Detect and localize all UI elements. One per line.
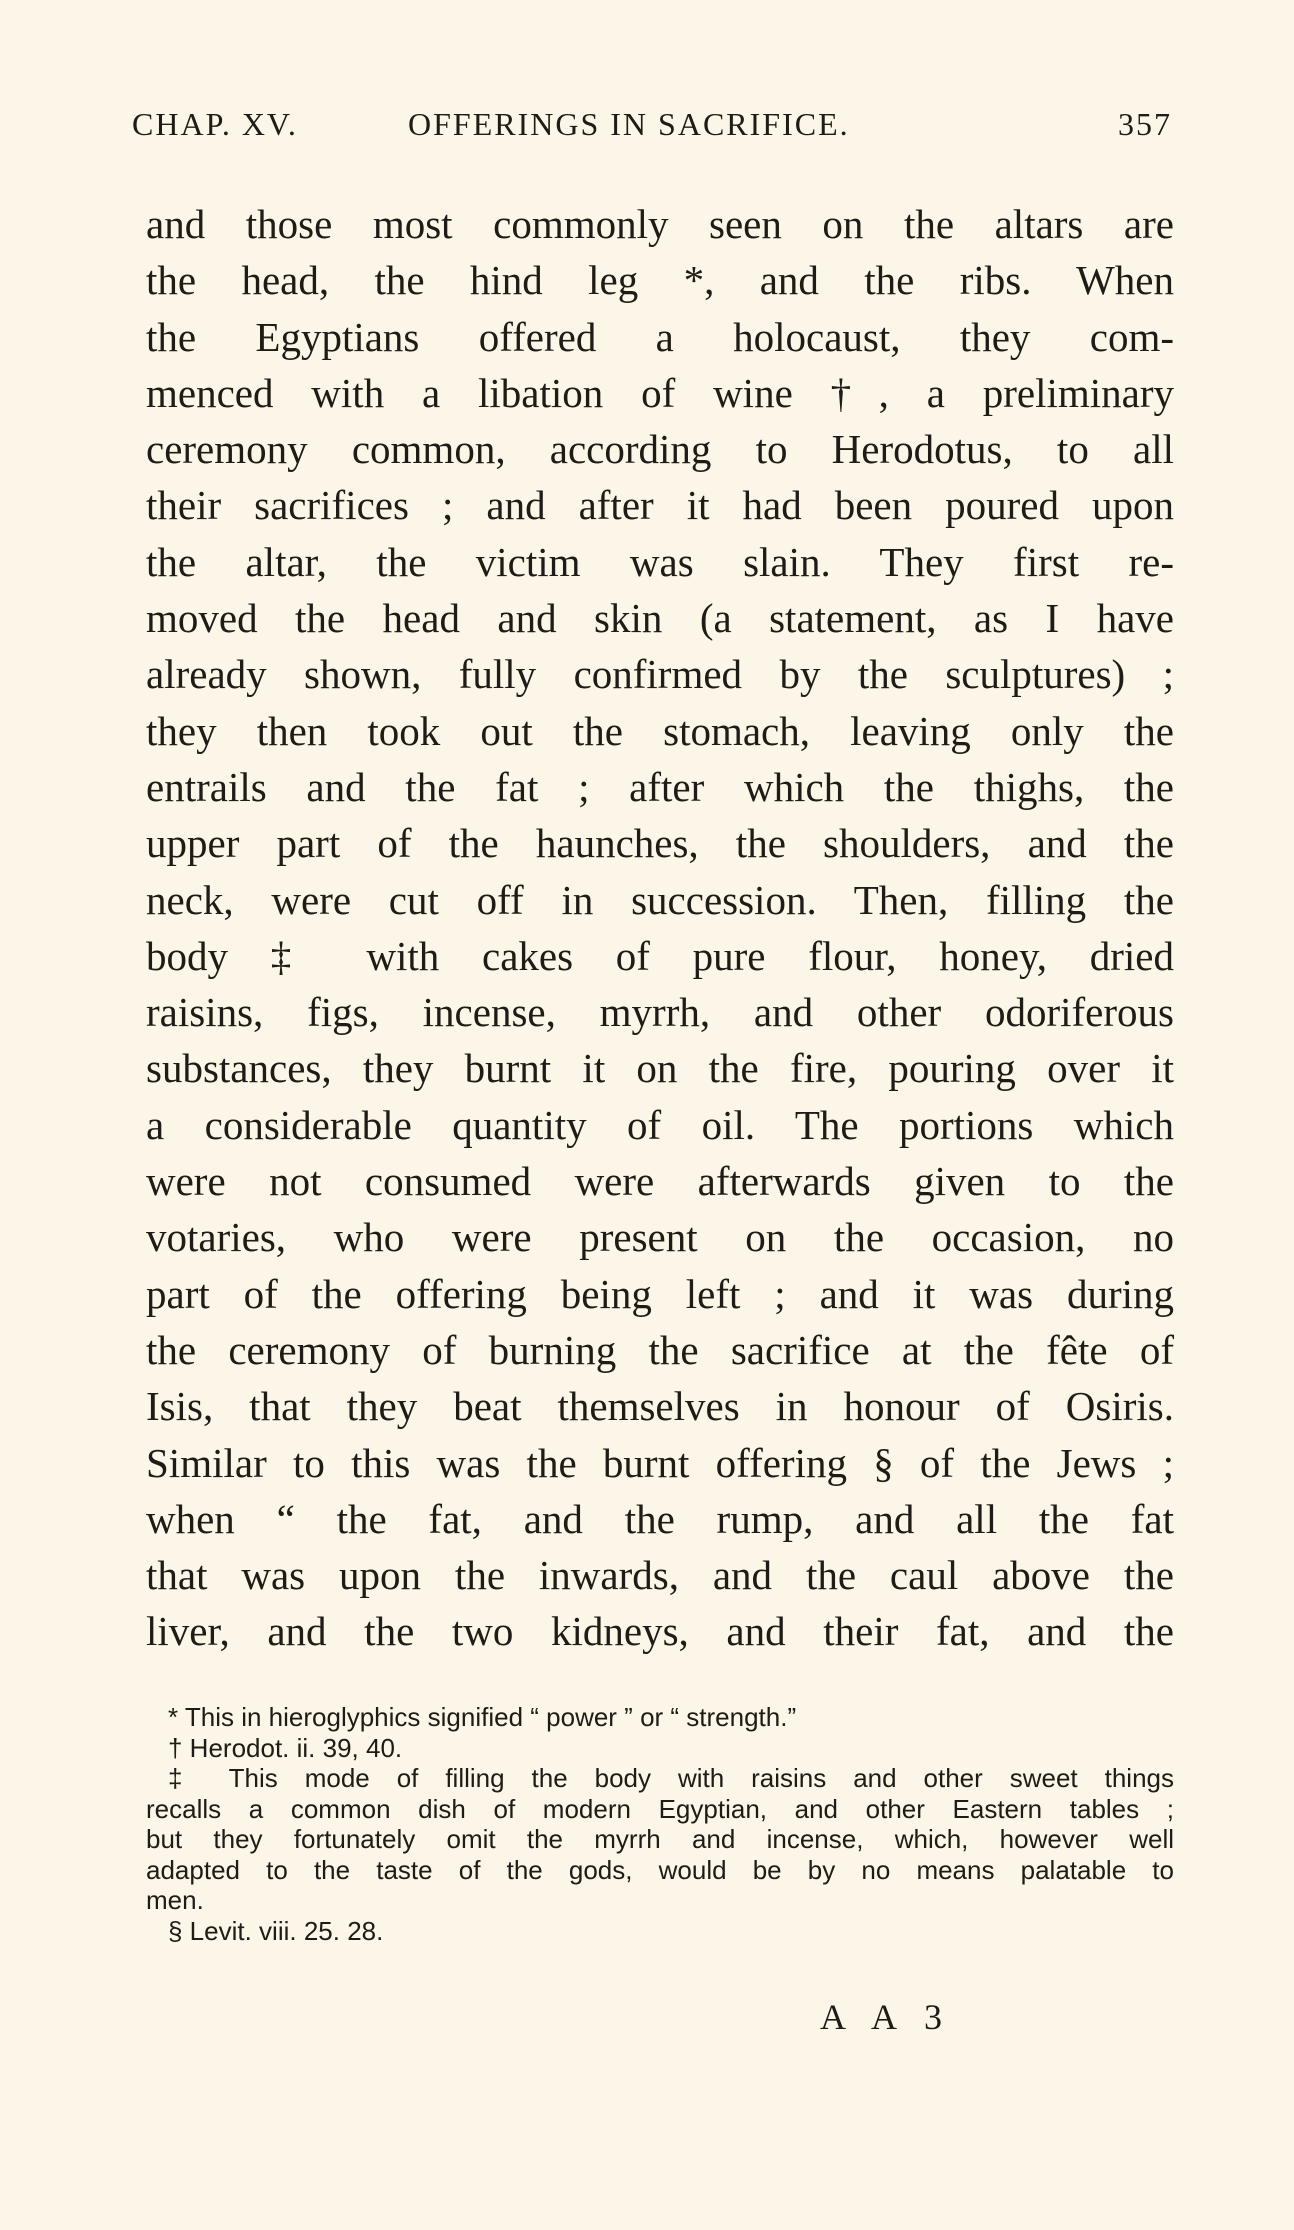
text-line: part of the offering being left ; and it was during — [146, 1270, 1174, 1317]
text-line: they then took out the stomach, leaving only the — [146, 707, 1174, 754]
footnote-line: ‡ This mode of filling the body with raisins and other sweet things — [168, 1763, 1174, 1793]
text-line: substances, they burnt it on the fire, pouring over it — [146, 1045, 1174, 1092]
text-line: raisins, figs, incense, myrrh, and other odoriferous — [146, 989, 1174, 1036]
footnote-line: adapted to the taste of the gods, would be by no means palatable to — [146, 1854, 1174, 1885]
text-line: the altar, the victim was slain. They first re- — [146, 538, 1174, 585]
text-line: body ‡ with cakes of pure flour, honey, dried — [146, 932, 1174, 979]
text-line: were not consumed were afterwards given to the — [146, 1158, 1174, 1205]
text-line: menced with a libation of wine †, a preliminary — [146, 369, 1174, 416]
text-line: votaries, who were present on the occasion, no — [146, 1214, 1174, 1261]
text-line: already shown, fully confirmed by the sculptures) ; — [146, 651, 1174, 698]
text-line: when “ the fat, and the rump, and all the fat — [146, 1495, 1174, 1542]
text-line: Isis, that they beat themselves in honour of Osiris. — [146, 1383, 1174, 1430]
text-line: moved the head and skin (a statement, as I have — [146, 595, 1174, 642]
text-line: entrails and the fat ; after which the thighs, the — [146, 763, 1174, 810]
text-line: neck, were cut off in succession. Then, filling the — [146, 876, 1174, 923]
running-title: OFFERINGS IN SACRIFICE. — [408, 106, 850, 142]
text-line: that was upon the inwards, and the caul above the — [146, 1552, 1174, 1599]
chapter-label: CHAP. XV. — [132, 106, 298, 142]
main-text — [146, 196, 1174, 1660]
footnote-line: § Levit. viii. 25. 28. — [168, 1915, 384, 1946]
text-line: and those most commonly seen on the altars are — [146, 201, 1174, 247]
text-line: their sacrifices ; and after it had been poured upon — [146, 482, 1174, 529]
footnote-line: † Herodot. ii. 39, 40. — [168, 1732, 403, 1763]
printer-signature: A A 3 — [820, 1997, 953, 2037]
footnote-line: men. — [146, 1885, 204, 1915]
text-line: liver, and the two kidneys, and their fat, and the — [146, 1608, 1174, 1655]
text-line: ceremony common, according to Herodotus, to all — [146, 426, 1174, 473]
text-line: upper part of the haunches, the shoulders, and the — [146, 820, 1174, 867]
text-line: Similar to this was the burnt offering § of the Jews ; — [146, 1439, 1174, 1486]
footnote-line: recalls a common dish of modern Egyptian, and other Eastern tables ; — [146, 1793, 1174, 1824]
footnote-line: * This in hieroglyphics signified “ power ” or “ strength.” — [168, 1702, 797, 1732]
text-line: the ceremony of burning the sacrifice at the fête of — [146, 1326, 1174, 1373]
running-header — [132, 106, 1172, 156]
page-number: 357 — [1118, 106, 1172, 142]
text-line: the Egyptians offered a holocaust, they com- — [146, 313, 1174, 360]
text-line: a considerable quantity of oil. The portions which — [146, 1101, 1174, 1148]
footnote-line: but they fortunately omit the myrrh and incense, which, however well — [146, 1824, 1174, 1854]
footnotes — [146, 1702, 1174, 1946]
text-line: the head, the hind leg *, and the ribs. When — [146, 257, 1174, 304]
